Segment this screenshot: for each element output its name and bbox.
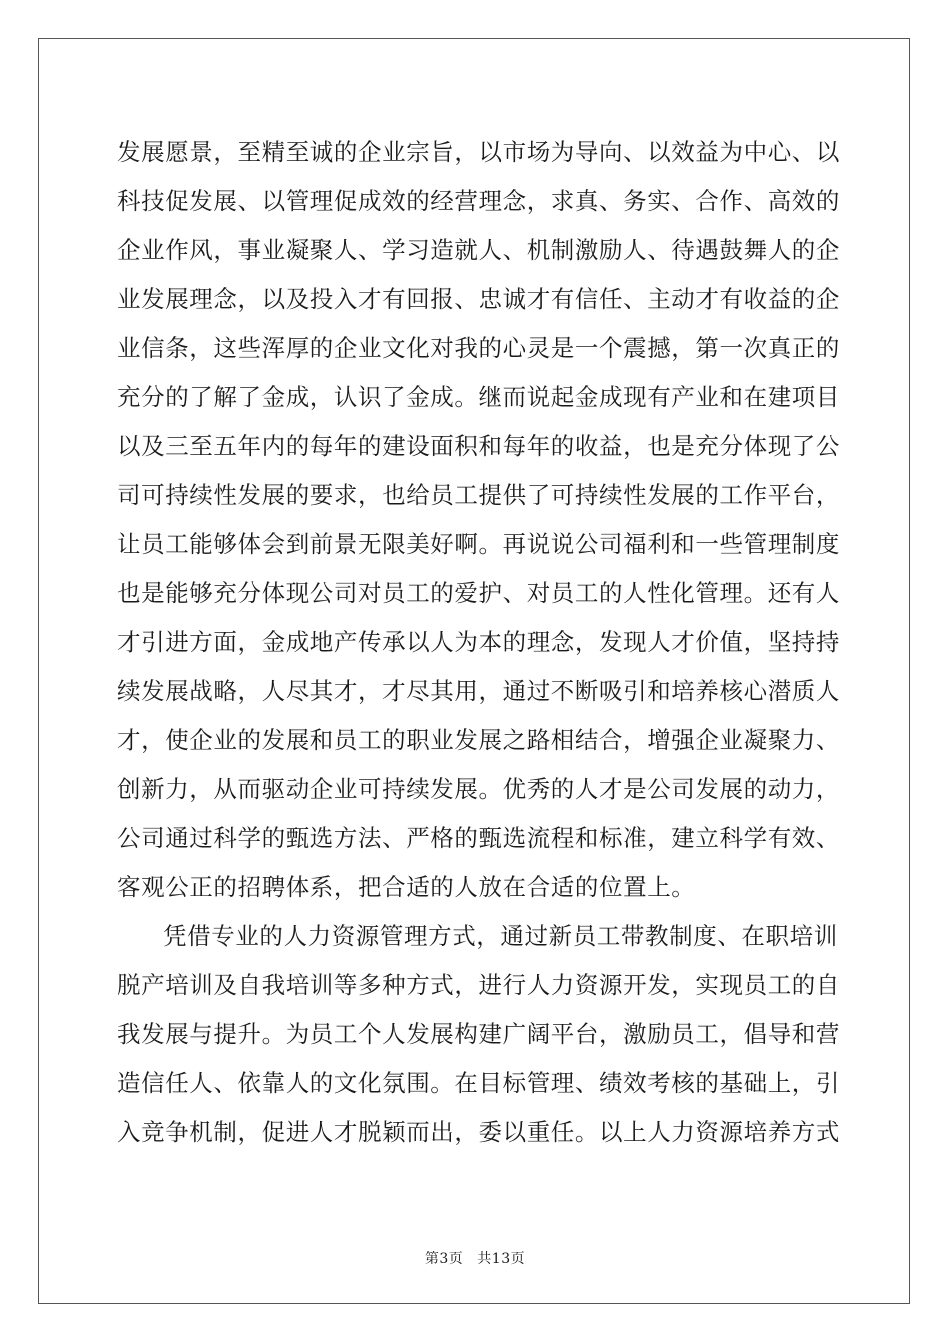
text-line: 业信条，这些浑厚的企业文化对我的心灵是一个震撼，第一次真正的 xyxy=(117,334,840,362)
text-line: 企业作风，事业凝聚人、学习造就人、机制激励人、待遇鼓舞人的企 xyxy=(117,236,840,264)
text-line: 才，使企业的发展和员工的职业发展之路相结合，增强企业凝聚力、 xyxy=(117,726,840,754)
text-line: 创新力，从而驱动企业可持续发展。优秀的人才是公司发展的动力， xyxy=(117,775,840,803)
page-total: 共13页 xyxy=(477,1251,526,1267)
paragraph xyxy=(117,128,840,912)
text-line: 业发展理念，以及投入才有回报、忠诚才有信任、主动才有收益的企 xyxy=(117,285,840,313)
text-line: 让员工能够体会到前景无限美好啊。再说说公司福利和一些管理制度 xyxy=(117,530,840,558)
text-line: 客观公正的招聘体系，把合适的人放在合适的位置上。 xyxy=(117,873,696,901)
text-line: 司可持续性发展的要求，也给员工提供了可持续性发展的工作平台， xyxy=(117,481,840,509)
text-line: 才引进方面，金成地产传承以人为本的理念，发现人才价值，坚持持 xyxy=(117,628,840,656)
text-line: 科技促发展、以管理促成效的经营理念，求真、务实、合作、高效的 xyxy=(117,187,840,215)
text-line: 我发展与提升。为员工个人发展构建广阔平台，激励员工，倡导和营 xyxy=(117,1020,840,1048)
page-footer xyxy=(0,1248,950,1268)
text-line: 充分的了解了金成，认识了金成。继而说起金成现有产业和在建项目 xyxy=(117,383,840,411)
text-line: 入竞争机制，促进人才脱颖而出，委以重任。以上人力资源培养方式 xyxy=(117,1118,840,1146)
text-line: 造信任人、依靠人的文化氛围。在目标管理、绩效考核的基础上，引 xyxy=(117,1069,840,1097)
text-line: 也是能够充分体现公司对员工的爱护、对员工的人性化管理。还有人 xyxy=(117,579,840,607)
text-line: 以及三至五年内的每年的建设面积和每年的收益，也是充分体现了公 xyxy=(117,432,840,460)
text-line: 脱产培训及自我培训等多种方式，进行人力资源开发，实现员工的自 xyxy=(117,971,840,999)
paragraph xyxy=(117,912,840,1157)
document-body xyxy=(117,128,840,1157)
page-number: 第3页 xyxy=(424,1251,464,1267)
text-line: 公司通过科学的甄选方法、严格的甄选流程和标准，建立科学有效、 xyxy=(117,824,840,852)
text-line: 凭借专业的人力资源管理方式，通过新员工带教制度、在职培训 xyxy=(163,922,838,950)
text-line: 发展愿景，至精至诚的企业宗旨，以市场为导向、以效益为中心、以 xyxy=(117,138,840,166)
text-line: 续发展战略，人尽其才，才尽其用，通过不断吸引和培养核心潜质人 xyxy=(117,677,840,705)
